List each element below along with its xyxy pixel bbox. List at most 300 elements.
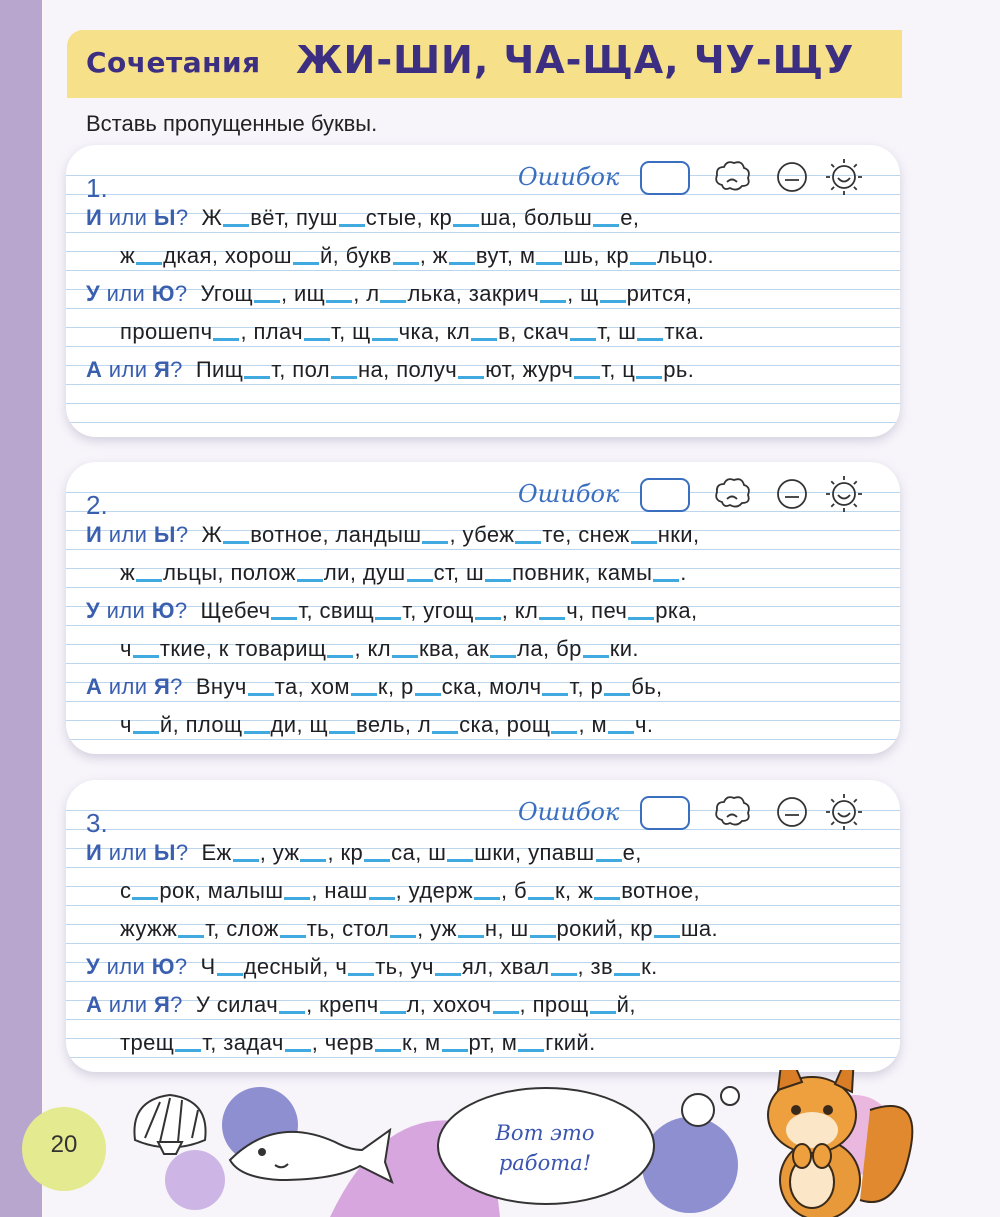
letter-choice-part: ? [175, 205, 189, 230]
exercise-line [86, 840, 642, 866]
missing-letter-blank[interactable] [583, 655, 609, 658]
word-fragment: , уж [417, 916, 457, 941]
word-fragment: ша. [680, 916, 719, 941]
instruction-text: Вставь пропущенные буквы. [86, 111, 378, 136]
missing-letter-blank[interactable] [539, 617, 565, 620]
letter-choice-part: ? [175, 522, 189, 547]
missing-letter-blank[interactable] [244, 376, 270, 379]
word-fragment: в, скач [498, 319, 570, 344]
word-fragment: ч. [635, 712, 654, 737]
word-fragment: , крепч [306, 992, 379, 1017]
word-fragment: , л [353, 281, 380, 306]
word-fragment: вель, л [355, 712, 432, 737]
bubble-line-1: Вот это [495, 1121, 595, 1145]
missing-letter-blank[interactable] [327, 655, 353, 658]
exercise-line [120, 878, 700, 904]
missing-letter-blank[interactable] [485, 579, 511, 582]
exercise-line [120, 560, 687, 586]
word-fragment: ли, душ [323, 560, 406, 585]
word-fragment: , б [500, 878, 528, 903]
ruled-line [66, 943, 900, 944]
missing-letter-blank[interactable] [604, 693, 630, 696]
word-fragment: ч [120, 712, 132, 737]
word-fragment: с [120, 878, 132, 903]
bubble-text [470, 1118, 620, 1178]
errors-label: Ошибок [518, 480, 620, 508]
word-fragment: те, снеж [542, 522, 630, 547]
missing-letter-blank[interactable] [542, 693, 568, 696]
missing-letter-blank[interactable] [390, 935, 416, 938]
word-fragment: , зв [577, 954, 614, 979]
sad-cloud-face-icon[interactable] [712, 792, 752, 836]
missing-letter-blank[interactable] [442, 1049, 468, 1052]
letter-choice-part: или [102, 357, 154, 382]
exercise-card-2 [66, 462, 900, 754]
word-fragment: , убеж [449, 522, 515, 547]
letter-choice-part: Ы [153, 522, 176, 547]
sad-cloud-face-icon[interactable] [712, 474, 752, 518]
missing-letter-blank[interactable] [304, 338, 330, 341]
missing-letter-blank[interactable] [474, 897, 500, 900]
word-fragment: , удерж [395, 878, 473, 903]
exercise-line [120, 712, 653, 738]
missing-letter-blank[interactable] [490, 655, 516, 658]
word-fragment: т, р [569, 674, 604, 699]
word-fragment: гкий. [545, 1030, 596, 1055]
missing-letter-blank[interactable] [407, 579, 433, 582]
missing-letter-blank[interactable] [369, 897, 395, 900]
word-fragment: , ж [419, 243, 448, 268]
exercise-card-3 [66, 780, 900, 1072]
word-fragment: й, площ [159, 712, 243, 737]
missing-letter-blank[interactable] [326, 300, 352, 303]
errors-label: Ошибок [518, 798, 620, 826]
letter-choice-part: Ю [151, 281, 175, 306]
letter-choice-part: Ю [151, 954, 175, 979]
letter-choice-part: Ю [151, 598, 175, 623]
missing-letter-blank[interactable] [223, 224, 249, 227]
letter-choice-label [86, 598, 187, 623]
letter-choice-label [86, 281, 187, 306]
word-fragment: ть, уч [375, 954, 434, 979]
word-fragment: ква, ак [418, 636, 490, 661]
ruled-line [66, 1057, 900, 1058]
word-fragment: к. [641, 954, 658, 979]
missing-letter-blank[interactable] [331, 376, 357, 379]
word-fragment: Пищ [195, 357, 244, 382]
word-fragment: Внуч [195, 674, 247, 699]
missing-letter-blank[interactable] [422, 541, 448, 544]
missing-letter-blank[interactable] [653, 579, 679, 582]
bubble-line-2: работа! [498, 1151, 592, 1175]
squirrel-illustration [768, 1070, 912, 1217]
word-fragment: ж [120, 243, 136, 268]
missing-letter-blank[interactable] [248, 693, 274, 696]
errors-count-box[interactable] [640, 478, 690, 512]
word-fragment: т, ш [597, 319, 637, 344]
ruled-line [66, 739, 900, 740]
letter-choice-part: А [86, 357, 103, 382]
missing-letter-blank[interactable] [375, 1049, 401, 1052]
missing-letter-blank[interactable] [348, 973, 374, 976]
word-fragment: шки, упавш [474, 840, 595, 865]
word-fragment: шь, кр [563, 243, 630, 268]
ruled-line [66, 1019, 900, 1020]
missing-letter-blank[interactable] [300, 859, 326, 862]
exercise-line [86, 281, 692, 307]
exercise-line [86, 954, 658, 980]
word-fragment: льцо. [657, 243, 715, 268]
ruled-line [66, 403, 900, 404]
word-fragment: т, свищ [298, 598, 375, 623]
page-number: 20 [50, 1131, 78, 1158]
word-fragment: н, ш [484, 916, 529, 941]
word-fragment: Щебеч [200, 598, 271, 623]
exercise-line [120, 243, 714, 269]
missing-letter-blank[interactable] [254, 300, 280, 303]
errors-label: Ошибок [518, 163, 620, 191]
letter-choice-part: или [102, 840, 154, 865]
missing-letter-blank[interactable] [637, 338, 663, 341]
word-fragment: й, [616, 992, 636, 1017]
ruled-line [66, 232, 900, 233]
word-fragment: , ищ [280, 281, 326, 306]
word-fragment: вут, м [475, 243, 536, 268]
word-fragment: т, угощ [402, 598, 474, 623]
letter-choice-label [86, 992, 183, 1017]
word-fragment: рт, м [468, 1030, 518, 1055]
missing-letter-blank[interactable] [540, 300, 566, 303]
missing-letter-blank[interactable] [223, 541, 249, 544]
shell-icon [134, 1095, 205, 1154]
missing-letter-blank[interactable] [244, 731, 270, 734]
ruled-line [66, 422, 900, 423]
letter-choice-label [86, 357, 183, 382]
missing-letter-blank[interactable] [435, 973, 461, 976]
word-fragment: са, ш [391, 840, 447, 865]
missing-letter-blank[interactable] [570, 338, 596, 341]
missing-letter-blank[interactable] [551, 973, 577, 976]
exercise-number: 1. [86, 173, 108, 203]
word-fragment: ша, больш [480, 205, 593, 230]
missing-letter-blank[interactable] [628, 617, 654, 620]
missing-letter-blank[interactable] [654, 935, 680, 938]
missing-letter-blank[interactable] [339, 224, 365, 227]
missing-letter-blank[interactable] [608, 731, 634, 734]
letter-choice-part: или [100, 281, 152, 306]
word-fragment: , черв [311, 1030, 374, 1055]
word-fragment: т, пол [271, 357, 330, 382]
missing-letter-blank[interactable] [453, 224, 479, 227]
ruled-line [66, 981, 900, 982]
exercise-line [120, 636, 639, 662]
missing-letter-blank[interactable] [432, 731, 458, 734]
happy-sun-face-icon[interactable] [824, 792, 864, 836]
word-fragment: ска, молч [441, 674, 542, 699]
missing-letter-blank[interactable] [458, 376, 484, 379]
missing-letter-blank[interactable] [293, 262, 319, 265]
ruled-line [66, 346, 900, 347]
letter-choice-part: или [102, 992, 154, 1017]
letter-choice-part: И [86, 522, 103, 547]
missing-letter-blank[interactable] [528, 897, 554, 900]
ruled-line [66, 625, 900, 626]
word-fragment: вотное, ландыш [250, 522, 422, 547]
happy-sun-face-icon[interactable] [824, 157, 864, 201]
word-fragment: дкая, хорош [163, 243, 292, 268]
letter-choice-part: ? [174, 598, 188, 623]
exercise-line [86, 992, 636, 1018]
decor-circle-purple [642, 1117, 738, 1213]
missing-letter-blank[interactable] [393, 262, 419, 265]
missing-letter-blank[interactable] [133, 731, 159, 734]
word-fragment: Еж [201, 840, 232, 865]
missing-letter-blank[interactable] [279, 1011, 305, 1014]
missing-letter-blank[interactable] [329, 731, 355, 734]
sad-cloud-face-icon[interactable] [712, 157, 752, 201]
letter-choice-part: ? [170, 357, 183, 382]
missing-letter-blank[interactable] [631, 541, 657, 544]
letter-choice-part: или [100, 954, 152, 979]
exercise-line [86, 205, 639, 231]
missing-letter-blank[interactable] [458, 935, 484, 938]
missing-letter-blank[interactable] [280, 935, 306, 938]
word-fragment: , щ [567, 281, 599, 306]
errors-count-box[interactable] [640, 796, 690, 830]
errors-count-box[interactable] [640, 161, 690, 195]
left-page-strip [0, 0, 42, 1217]
missing-letter-blank[interactable] [132, 897, 158, 900]
word-fragment: рка, [655, 598, 698, 623]
missing-letter-blank[interactable] [596, 859, 622, 862]
word-fragment: ла, бр [517, 636, 582, 661]
missing-letter-blank[interactable] [271, 617, 297, 620]
letter-choice-part: Я [153, 357, 171, 382]
letter-choice-part: или [102, 205, 154, 230]
word-fragment: рь. [663, 357, 695, 382]
word-fragment: т, щ [331, 319, 371, 344]
neutral-face-icon[interactable] [772, 157, 812, 201]
exercise-line [86, 357, 694, 383]
letter-choice-part: ? [170, 674, 183, 699]
word-fragment: , м [578, 712, 607, 737]
word-fragment: , плач [240, 319, 304, 344]
letter-choice-part: И [86, 205, 103, 230]
letter-choice-part: ? [175, 840, 189, 865]
exercise-line [86, 598, 698, 624]
word-fragment: жужж [120, 916, 178, 941]
missing-letter-blank[interactable] [614, 973, 640, 976]
word-fragment: к, ж [555, 878, 594, 903]
word-fragment: трещ [120, 1030, 175, 1055]
missing-letter-blank[interactable] [493, 1011, 519, 1014]
word-fragment: т, ц [601, 357, 636, 382]
title-prefix: Сочетания [86, 46, 261, 79]
word-fragment: вёт, пуш [250, 205, 338, 230]
letter-choice-label [86, 205, 188, 230]
word-fragment: ки. [609, 636, 639, 661]
word-fragment: стые, кр [365, 205, 453, 230]
word-fragment: льцы, полож [163, 560, 296, 585]
missing-letter-blank[interactable] [297, 579, 323, 582]
missing-letter-blank[interactable] [284, 897, 310, 900]
word-fragment: ял, хвал [461, 954, 550, 979]
missing-letter-blank[interactable] [380, 300, 406, 303]
missing-letter-blank[interactable] [536, 262, 562, 265]
missing-letter-blank[interactable] [178, 935, 204, 938]
word-fragment: к, р [377, 674, 414, 699]
word-fragment: е, [622, 840, 642, 865]
word-fragment: ди, щ [270, 712, 328, 737]
word-fragment: та, хом [274, 674, 350, 699]
word-fragment: повник, камы [512, 560, 653, 585]
letter-choice-part: А [86, 992, 103, 1017]
ruled-line [66, 549, 900, 550]
ruled-line [66, 867, 900, 868]
letter-choice-part: У [86, 281, 101, 306]
word-fragment: , кр [327, 840, 364, 865]
happy-sun-face-icon[interactable] [824, 474, 864, 518]
word-fragment: лька, закрич [407, 281, 540, 306]
missing-letter-blank[interactable] [372, 338, 398, 341]
ruled-line [66, 905, 900, 906]
word-fragment: й, букв [319, 243, 392, 268]
letter-choice-part: У [86, 598, 101, 623]
word-fragment: Угощ [200, 281, 253, 306]
missing-letter-blank[interactable] [217, 973, 243, 976]
word-fragment: бь, [631, 674, 663, 699]
letter-choice-part: Я [153, 992, 171, 1017]
word-fragment: , кл [354, 636, 391, 661]
word-fragment: , уж [259, 840, 300, 865]
letter-choice-label [86, 674, 183, 699]
word-fragment: т, задач [202, 1030, 284, 1055]
letter-choice-part: ? [174, 281, 188, 306]
missing-letter-blank[interactable] [351, 693, 377, 696]
word-fragment: . [680, 560, 687, 585]
missing-letter-blank[interactable] [574, 376, 600, 379]
letter-choice-part: Я [153, 674, 171, 699]
missing-letter-blank[interactable] [136, 262, 162, 265]
word-fragment: рится, [626, 281, 693, 306]
missing-letter-blank[interactable] [133, 655, 159, 658]
exercise-number: 2. [86, 490, 108, 520]
missing-letter-blank[interactable] [593, 224, 619, 227]
letter-choice-label [86, 840, 188, 865]
missing-letter-blank[interactable] [518, 1049, 544, 1052]
letter-choice-part: И [86, 840, 103, 865]
word-fragment: Ж [201, 522, 223, 547]
missing-letter-blank[interactable] [630, 262, 656, 265]
ruled-line [66, 270, 900, 271]
word-fragment: чка, кл [398, 319, 471, 344]
exercise-card-1 [66, 145, 900, 437]
ruled-line [66, 384, 900, 385]
word-fragment: л, хохоч [406, 992, 492, 1017]
exercise-line [120, 1030, 596, 1056]
word-fragment: тка. [664, 319, 705, 344]
ruled-line [66, 587, 900, 588]
word-fragment: У силач [195, 992, 279, 1017]
word-fragment: , прощ [519, 992, 589, 1017]
letter-choice-part: или [100, 598, 152, 623]
missing-letter-blank[interactable] [233, 859, 259, 862]
word-fragment: ткие, к товарищ [159, 636, 327, 661]
letter-choice-part: Ы [153, 205, 176, 230]
word-fragment: ть, стол [306, 916, 390, 941]
missing-letter-blank[interactable] [636, 376, 662, 379]
word-fragment: вотное, [621, 878, 700, 903]
missing-letter-blank[interactable] [415, 693, 441, 696]
word-fragment: прошепч [120, 319, 213, 344]
missing-letter-blank[interactable] [136, 579, 162, 582]
missing-letter-blank[interactable] [380, 1011, 406, 1014]
exercise-line [120, 916, 718, 942]
word-fragment: к, м [401, 1030, 441, 1055]
letter-choice-part: ? [170, 992, 183, 1017]
word-fragment: , наш [311, 878, 368, 903]
missing-letter-blank[interactable] [447, 859, 473, 862]
missing-letter-blank[interactable] [594, 897, 620, 900]
ruled-line [66, 701, 900, 702]
letter-choice-part: Ы [153, 840, 176, 865]
missing-letter-blank[interactable] [590, 1011, 616, 1014]
letter-choice-part: или [102, 674, 154, 699]
exercise-line [86, 674, 663, 700]
word-fragment: нки, [657, 522, 700, 547]
word-fragment: ч, печ [566, 598, 628, 623]
letter-choice-part: ? [174, 954, 188, 979]
letter-choice-part: А [86, 674, 103, 699]
missing-letter-blank[interactable] [449, 262, 475, 265]
missing-letter-blank[interactable] [530, 935, 556, 938]
word-fragment: ж [120, 560, 136, 585]
letter-choice-part: или [102, 522, 154, 547]
letter-choice-label [86, 954, 187, 979]
word-fragment: ют, журч [485, 357, 574, 382]
missing-letter-blank[interactable] [364, 859, 390, 862]
missing-letter-blank[interactable] [213, 338, 239, 341]
missing-letter-blank[interactable] [471, 338, 497, 341]
missing-letter-blank[interactable] [600, 300, 626, 303]
word-fragment: рок, малыш [159, 878, 284, 903]
exercise-line [86, 522, 700, 548]
word-fragment: е, [620, 205, 640, 230]
word-fragment: т, слож [205, 916, 279, 941]
neutral-face-icon[interactable] [772, 474, 812, 518]
word-fragment: ст, ш [433, 560, 485, 585]
ruled-line [66, 308, 900, 309]
word-fragment: Ж [201, 205, 223, 230]
neutral-face-icon[interactable] [772, 792, 812, 836]
word-fragment: Ч [200, 954, 216, 979]
missing-letter-blank[interactable] [375, 617, 401, 620]
missing-letter-blank[interactable] [515, 541, 541, 544]
word-fragment: ска, рощ [459, 712, 551, 737]
word-fragment: рокий, кр [556, 916, 653, 941]
title-main: ЖИ-ШИ, ЧА-ЩА, ЧУ-ЩУ [296, 38, 855, 82]
missing-letter-blank[interactable] [175, 1049, 201, 1052]
missing-letter-blank[interactable] [475, 617, 501, 620]
ruled-line [66, 663, 900, 664]
word-fragment: на, получ [358, 357, 458, 382]
missing-letter-blank[interactable] [551, 731, 577, 734]
word-fragment: десный, ч [243, 954, 348, 979]
missing-letter-blank[interactable] [392, 655, 418, 658]
word-fragment: ч [120, 636, 132, 661]
missing-letter-blank[interactable] [285, 1049, 311, 1052]
letter-choice-label [86, 522, 188, 547]
